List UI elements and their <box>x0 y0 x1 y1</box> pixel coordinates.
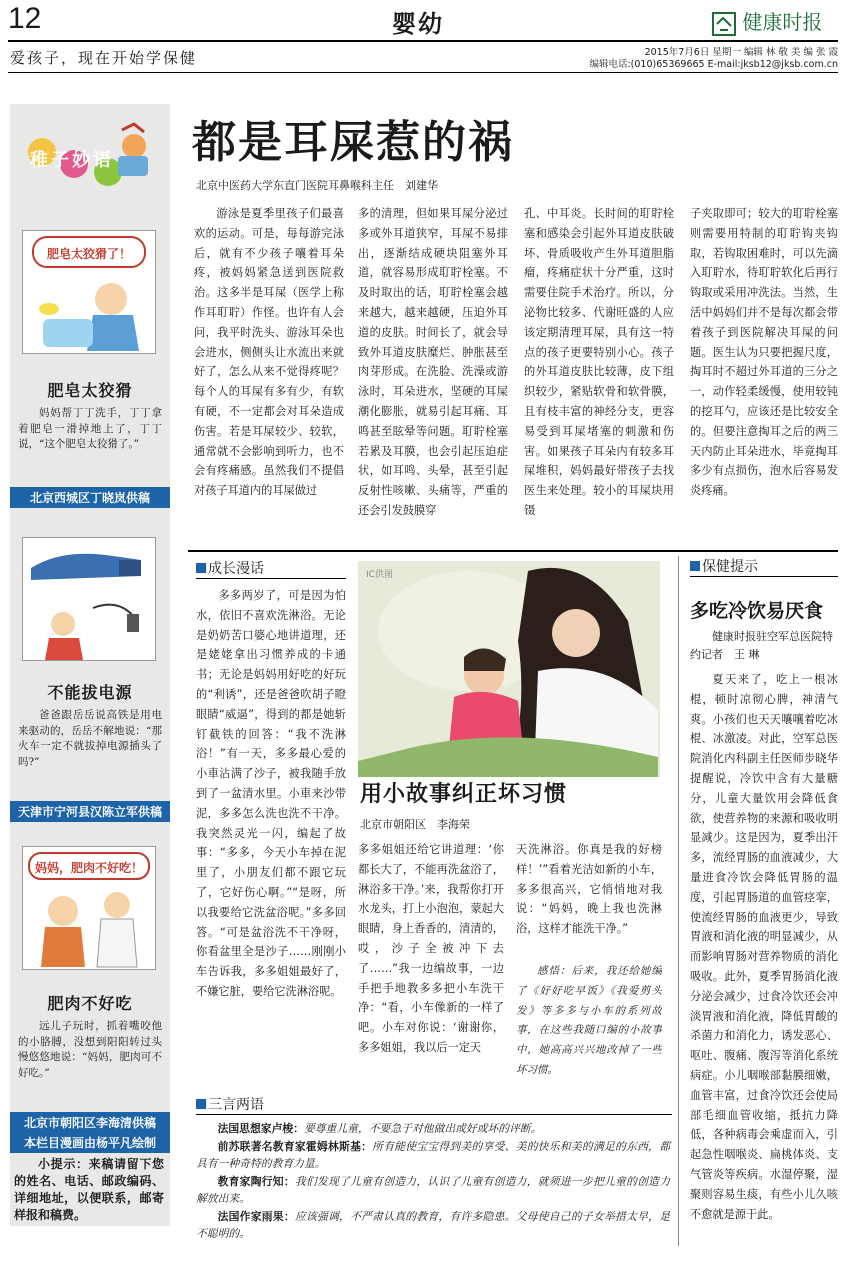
sidebar-badge <box>22 122 156 202</box>
growth-label-text: 成长漫话 <box>208 561 264 577</box>
logo-mark-icon <box>712 12 736 36</box>
contact-line: 编辑电话:(010)65369665 E-mail:jksb12@jksb.com.cn <box>589 59 838 70</box>
section-marker-icon <box>196 1099 206 1109</box>
masthead-rule-2 <box>8 72 838 73</box>
sidebar-note: 小提示：来稿请留下您的姓名、电话、邮政编码、详细地址，以便联系，邮寄样报和稿费。 <box>14 1157 164 1222</box>
quote-item <box>196 1173 670 1208</box>
masthead-rule <box>8 40 838 42</box>
quote-text: 我们发现了儿童有创造力，认识了儿童有创造力，就须进一步把儿童的创造力解放出来。 <box>196 1174 670 1205</box>
quote-text: 应该强调，不严肃认真的教育，有许多隐患。父母使自己的子女举措太早，是不聪明的。 <box>196 1209 670 1240</box>
health-tip-label <box>690 556 758 576</box>
comic-caption-3: 妈妈，肥肉不好吃！ <box>34 861 143 875</box>
growth-column-label <box>196 558 264 578</box>
photo-illustration <box>358 561 660 777</box>
quotes-label <box>196 1094 264 1114</box>
quote-item <box>196 1120 670 1138</box>
article-column-1: 游泳是夏季里孩子们最喜欢的运动。可是，每每游完泳后，就有不少孩子嚷着耳朵疼，被妈妈紧急送到医院救治。这多半是耳屎（医学上称作耳耵聍）作怪。也许有人会问，我平时洗头、游泳耳朵也会进水，侧侧头让水流出来就好了，怎么从来不觉得疼呢？每个人的耳屎有多有少，有软有硬，不一定都会对耳朵造成伤害。若是耳屎较少、较软，通常就不会影响到听力，也不会有疼痛感。虽然我们不提倡对孩子耳道内的耳屎做过 <box>194 207 344 498</box>
article-separator <box>188 550 838 552</box>
sidebar-item-title-1: 肥皂太狡猾 <box>47 381 133 400</box>
health-headline: 多吃冷饮易厌食 <box>690 600 824 622</box>
health-column-divider <box>678 556 679 1246</box>
quote-text: 所有能使宝宝得到美的享受、美的快乐和美的满足的东西，都具有一种奇特的教育力量。 <box>196 1139 670 1170</box>
sidebar-item-title-3: 肥肉不好吃 <box>47 994 133 1013</box>
train-plug-illustration <box>23 538 155 660</box>
article-column-2: 多的清理，但如果耳屎分泌过多或外耳道狭窄，耳屎不易排出，逐渐结成硬块阻塞外耳道，就容易形成耵聍栓塞。不及时取出的话，耵聍栓塞会越来越大，越来越硬，压迫外耳道的皮肤。时间长了，就会导致外耳道皮肤糜烂、肿胀甚至肉芽形成。在洗脸、洗澡或游泳时，耳朵进水，坚硬的耳屎潮化膨胀，就易引起耳痛、耳鸣甚至眩晕等问题。耵聍栓塞若累及耳膜，也会引起压迫症状，如耳鸣、头晕，甚至引起反射性咳嗽、头痛等，严重的还会引发鼓膜穿 <box>358 207 508 517</box>
growth-column-2: 多多姐姐还给它讲道理：‘你都长大了，不能再洗盆浴了，淋浴多干净。’来，我帮你打开水龙头，打上小泡泡，蒙起大眼睛，身上香香的，清清的，哎，沙子全被冲下去了……”我一边编故事，一边手把手地教多多把小车洗干净：“看，小车像新的一样了吧。小车对你说：‘谢谢你，多多姐姐，我以后一定天 <box>358 843 504 1054</box>
quotes-list <box>196 1120 670 1243</box>
quotes-label-rule <box>196 1114 672 1115</box>
growth-byline: 北京市朝阳区 李海荣 <box>360 818 470 831</box>
sidebar-credit-3: 北京市朝阳区李海清供稿 <box>10 1112 170 1133</box>
sidebar-item-text-2: 爸爸跟岳岳说高铁是用电来驱动的，岳岳不解地说：“那火车一定不就拔掉电源插头了吗?” <box>18 709 162 768</box>
quotes-label-text: 三言两语 <box>208 1097 264 1113</box>
newspaper-logo <box>712 6 842 40</box>
comic-panel-1 <box>22 230 156 354</box>
article-column-4: 子夹取即可；较大的耵聍栓塞则需要用特制的耵聍钩夹钩取，若钩取困难时，可以先滴入耵聍水，待耵聍软化后再行钩取或采用冲洗法。当然，生活中妈妈们并不是每次都会带着孩子到医院解决耳屎的问题。医生认为只要把握尺度，掏耳时不超过外耳道的三分之一，动作轻柔缓慢，使用较钝的挖耳勺，应该还是比较安全的。但要注意掏耳之后的两三天内防止耳朵进水，毕竟掏耳多少有点损伤，泡水后容易发炎疼痛。 <box>690 207 838 498</box>
health-label-rule <box>690 576 838 577</box>
health-label-text: 保健提示 <box>702 559 758 575</box>
sidebar-item-text-1: 妈妈帮丁丁洗手，丁丁拿着肥皂一滑掉地上了，丁丁说，“这个肥皂太狡猾了。” <box>18 407 162 450</box>
comic-panel-3 <box>22 846 156 970</box>
health-byline: 健康时报驻空军总医院特约记者 王 琳 <box>690 630 833 661</box>
sidebar-credit-1: 北京西城区丁晓岚供稿 <box>10 487 170 508</box>
quote-speaker: 前苏联著名教育家霍姆林斯基： <box>217 1139 373 1153</box>
quote-speaker: 法国作家雨果： <box>217 1209 295 1223</box>
growth-headline: 用小故事纠正坏习惯 <box>360 781 568 807</box>
quote-speaker: 教育家陶行知： <box>217 1174 295 1188</box>
quote-text: 要尊重儿童，不要急于对他做出或好或坏的评断。 <box>303 1122 542 1135</box>
quote-item <box>196 1138 670 1173</box>
article-column-3: 孔、中耳炎。长时间的耵聍栓塞和感染会引起外耳道皮肤破坏、骨质吸收产生外耳道胆脂瘤，疼痛症状十分严重，这时需要住院手术治疗。所以，分泌物比较多、代谢旺盛的人应该定期清理耳屎，具有这一特点的孩子更要特别小心。孩子的外耳道皮肤比较薄，皮下组织较少，紧贴软骨和软骨膜，且有枝丰富的神经分支，更容易受到耳屎堵塞的刺激和伤害。如果孩子耳朵内有较多耳屎堆积，妈妈最好带孩子去找医生来处理。较小的耳屎块用镊 <box>524 207 674 517</box>
section-marker-icon <box>196 563 206 573</box>
badge-text: 稚子妙语 <box>30 150 114 171</box>
sidebar-item-title-2: 不能拔电源 <box>47 683 133 702</box>
sidebar-credit-2: 天津市宁河县汉陈立军供稿 <box>10 801 170 822</box>
logo-text: 健康时报 <box>742 10 823 34</box>
comic-panel-2 <box>22 537 156 661</box>
main-byline: 北京中医药大学东直门医院耳鼻喉科主任 刘建华 <box>196 179 438 192</box>
slogan: 爱孩子，现在开始学保健 <box>10 49 198 67</box>
section-title: 婴幼 <box>392 9 444 38</box>
growth-column-1: 多多两岁了，可是因为怕水，依旧不喜欢洗淋浴。无论是奶奶苦口婆心地讲道理，还是姥姥拿出习惯养成的卡通书；无论是妈妈用好吃的好玩的“利诱”，还是爸爸吹胡子瞪眼睛“威逼”，得到的都是她斩钉截铁的回答：“我不洗淋浴！”有一天，多多最心爱的小車沾满了沙子，被我随手放到了一盆清水里。小車来沙带泥，多多怎么洗也洗不干净。我突然灵光一闪，编起了故事：“多多，今天小车掉在泥里了，小朋友们都不跟它玩了，它好伤心啊。”“是呀，所以我要给它洗盆浴呢。”多多回答。“可是盆浴洗不干净呀，你看盆里全是沙子……刚刚小车告诉我，多多姐姐最好了，不嫌它脏，要给它洗淋浴呢。 <box>196 589 346 998</box>
photo-credit: IC供图 <box>366 570 393 580</box>
photo-mother-daughter <box>358 561 660 777</box>
growth-label-rule <box>196 578 346 579</box>
growth-note: 感悟：后来，我还给她编了《好好吃早饭》《我爱剪头发》等多多与小车的系列故事，在这些我随口编的小故事中，她高高兴兴地改掉了一些坏习惯。 <box>516 965 662 1076</box>
quote-item <box>196 1208 670 1243</box>
main-headline: 都是耳屎惹的祸 <box>192 117 514 168</box>
health-body: 夏天来了，吃上一根冰棍，顿时凉彻心脾，神清气爽。小孩们也天天嚷嚷着吃冰棍、冰激凌。对此，空军总医院消化内科副主任医师步晓华提醒说，冷饮中含有大量糖分，儿童大量饮用会降低食欲，使营养物的来源和吸收明显减少。这是因为，夏季出汗多，流经胃肠的血液减少，大量进食冷饮会降低胃肠的温度，引起胃肠道的血管痉挛，使流经胃肠的血液更少，导致胃液和消化液的明显减少，从而影响胃肠对营养物质的消化吸收。此外，夏季胃肠消化液分泌会减少，过食冷饮还会冲淡胃液和消化液，降低胃酸的杀菌力和消化力，诱发恶心、呕吐、腹痛、腹泻等消化系统病症。小儿咽喉部黏膜细嫩，血管丰富，过食冷饮还会使局部毛细血管收缩，抵抗力降低，各种病毒会乘虚而入，引起急性咽喉炎、扁桃体炎、支气管炎等疾病。水湿停聚，湿聚则容易生痰，有些小儿久咳不愈就是源于此。 <box>690 673 838 1221</box>
comic-caption-1: 肥皂太狡猾了！ <box>46 247 131 261</box>
growth-column-3: 天洗淋浴。你真是我的好榜样！’”看着光洁如新的小车，多多很高兴，它悄悄地对我说：“妈妈，晚上我也洗淋浴，这样才能洗干净。” <box>516 843 662 936</box>
page-number: 12 <box>8 2 42 35</box>
date-line: 2015年7月6日 星期一 编辑 林 敬 美 编 张 霞 <box>644 47 838 58</box>
quote-speaker: 法国思想家卢梭： <box>217 1122 304 1135</box>
section-marker-icon <box>690 561 700 571</box>
masthead-info <box>560 47 838 71</box>
sidebar-illustrator: 本栏目漫画由杨平凡绘制 <box>10 1132 170 1153</box>
sidebar-item-text-3: 远儿子玩时，抓着嘴咬他的小胳膊，没想到阳阳转过头慢悠悠地说：“妈妈，肥肉可不好吃。” <box>18 1020 162 1079</box>
